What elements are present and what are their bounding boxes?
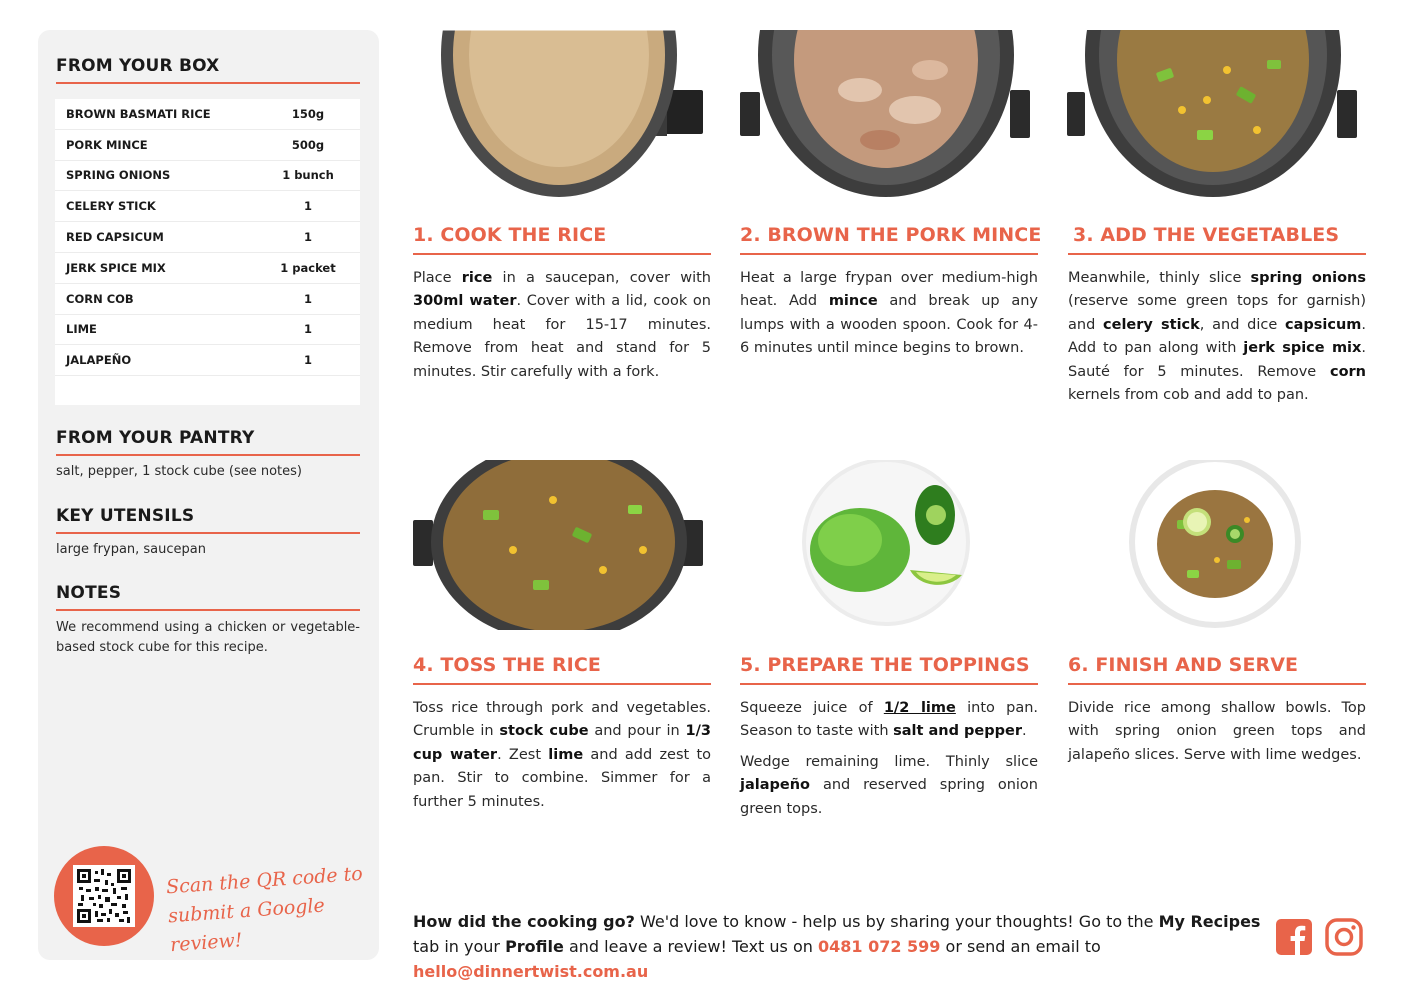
step-divider <box>413 683 711 685</box>
notes-text: We recommend using a chicken or vegetable-based stock cube for this recipe. <box>56 620 360 655</box>
phone-link[interactable]: 0481 072 599 <box>817 937 941 956</box>
utensils-text: large frypan, saucepan <box>56 542 206 557</box>
ingredient-name: LIME <box>66 322 97 337</box>
utensils-title: KEY UTENSILS <box>56 506 195 526</box>
ingredient-qty: 1 <box>303 322 312 337</box>
feedback-footer: How did the cooking go? We'd love to know - help us by sharing your thoughts! Go to the My Recipes tab in your Profile and leave a review! Text us on 0481 072 599 or send an email to hello@dinnertwist.com.au <box>413 912 1261 981</box>
step-1-title: 1. COOK THE RICE <box>413 224 607 246</box>
scan-qr-caption <box>165 859 382 961</box>
ingredient-name: SPRING ONIONS <box>66 168 171 183</box>
pantry-text: salt, pepper, 1 stock cube (see notes) <box>56 464 302 479</box>
qr-badge <box>54 846 154 946</box>
section-divider <box>56 609 360 611</box>
step-4-photo <box>413 460 713 630</box>
step-1-photo <box>413 30 713 200</box>
scan-line-2: submit a Google review! <box>167 894 326 957</box>
ingredient-qty: 1 packet <box>280 260 336 275</box>
step-divider <box>413 253 711 255</box>
step-divider <box>1068 253 1366 255</box>
step-divider <box>740 253 1038 255</box>
ingredient-name: JALAPEÑO <box>66 353 132 368</box>
ingredients-sidebar <box>38 30 379 960</box>
step-3-text: Meanwhile, thinly slice spring onions (reserve some green tops for garnish) and celery stick, and dice capsicum. Add to pan along with jerk spice mix. Sauté for 5 minutes. Remove corn kernels from cob and add to pan. <box>1068 270 1367 404</box>
ingredient-row <box>55 345 360 376</box>
step-6-photo <box>1067 460 1367 630</box>
scan-line-1: Scan the QR code to <box>165 862 364 899</box>
step-3-title: 3. ADD THE VEGETABLES <box>1073 224 1340 246</box>
qr-code[interactable] <box>73 865 135 927</box>
step-3-photo <box>1067 30 1367 200</box>
ingredient-name: BROWN BASMATI RICE <box>66 106 211 121</box>
ingredient-row <box>55 161 360 192</box>
step-divider <box>1068 683 1366 685</box>
section-divider <box>56 532 360 534</box>
section-divider <box>56 82 360 84</box>
ingredient-qty: 1 <box>303 353 312 368</box>
ingredient-row <box>55 99 360 130</box>
ingredient-qty: 1 <box>303 230 312 245</box>
ingredient-row <box>55 253 360 284</box>
step-2-title: 2. BROWN THE PORK MINCE <box>740 224 1042 246</box>
step-5-text: Squeeze juice of 1/2 lime into pan. Season to taste with salt and pepper. Wedge remaining lime. Thinly slice jalapeño and reserved spring onion green tops. <box>740 700 1039 817</box>
ingredient-row <box>55 315 360 346</box>
step-divider <box>740 683 1038 685</box>
ingredient-name: CELERY STICK <box>66 199 156 214</box>
step-4-title: 4. TOSS THE RICE <box>413 654 601 676</box>
step-1-text: Place rice in a saucepan, cover with 300ml water. Cover with a lid, cook on medium heat for 15-17 minutes. Remove from heat and stand for 5 minutes. Stir carefully with a fork. <box>413 270 711 380</box>
ingredient-name: CORN COB <box>66 291 134 306</box>
ingredient-name: RED CAPSICUM <box>66 230 164 245</box>
step-6-text: Divide rice among shallow bowls. Top with spring onion green tops and jalapeño slices. Serve with lime wedges. <box>1068 700 1366 763</box>
ingredient-name: PORK MINCE <box>66 137 148 152</box>
ingredients-table <box>55 99 360 405</box>
step-6-title: 6. FINISH AND SERVE <box>1068 654 1299 676</box>
ingredient-qty: 500g <box>291 137 325 152</box>
notes-title: NOTES <box>56 583 122 603</box>
step-2-photo <box>740 30 1040 200</box>
step-2-text: Heat a large frypan over medium-high heat. Add mince and break up any lumps with a wooden spoon. Cook for 4-6 minutes until mince begins to brown. <box>740 270 1038 357</box>
instagram-icon[interactable] <box>1325 918 1363 956</box>
ingredient-row <box>55 130 360 161</box>
ingredient-row <box>55 222 360 253</box>
pantry-title: FROM YOUR PANTRY <box>56 428 255 448</box>
ingredient-row <box>55 191 360 222</box>
ingredient-qty: 1 <box>303 291 312 306</box>
section-divider <box>56 454 360 456</box>
step-5-photo <box>740 460 1040 630</box>
ingredient-qty: 1 <box>303 199 312 214</box>
ingredient-name: JERK SPICE MIX <box>66 260 166 275</box>
step-5-title: 5. PREPARE THE TOPPINGS <box>740 654 1030 676</box>
ingredient-row <box>55 284 360 315</box>
ingredient-qty: 150g <box>291 106 325 121</box>
step-4-text: Toss rice through pork and vegetables. Crumble in stock cube and pour in 1/3 cup water. Zest lime and add zest to pan. Stir to combine. Simmer for a further 5 minutes. <box>413 700 712 810</box>
ingredient-qty: 1 bunch <box>282 168 334 183</box>
from-your-box-title: FROM YOUR BOX <box>56 56 220 76</box>
facebook-icon[interactable] <box>1275 918 1313 956</box>
email-link[interactable]: hello@dinnertwist.com.au <box>413 962 649 981</box>
